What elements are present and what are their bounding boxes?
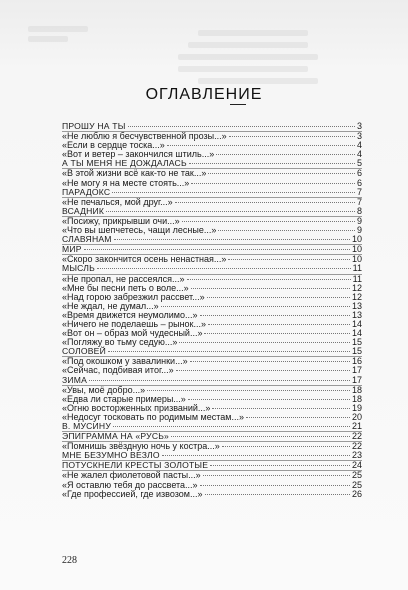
page-title: ОГЛАВЛЕНИЕ — [145, 86, 263, 103]
toc-page-number: 23 — [351, 450, 362, 461]
dot-leader — [128, 125, 355, 127]
dot-leader — [171, 435, 350, 437]
toc-poem-title: «Помнишь звёздную ночь у костра...» — [62, 441, 220, 452]
toc-poem-title: «Под окошком у завалинки...» — [62, 356, 188, 367]
toc-page-number: 8 — [356, 205, 362, 216]
toc-poem-title: «Скоро закончится осень ненастная...» — [62, 254, 227, 265]
toc-page-number: 24 — [351, 460, 362, 471]
toc-section-title: ВСАДНИК — [62, 205, 105, 216]
toc-page-number: 15 — [351, 337, 362, 348]
toc-poem-title: «Ничего не поделаешь – рынок...» — [62, 318, 207, 329]
dot-leader — [84, 248, 350, 250]
toc-poem-title: «Увы, моё добро...» — [62, 384, 146, 395]
dot-leader — [212, 407, 350, 409]
toc-section-title: В. МУСИНУ — [62, 421, 111, 431]
toc-section-title: ПРОШУ НА ТЫ — [62, 121, 126, 131]
toc-page-number: 17 — [351, 365, 362, 376]
toc-page-number: 9 — [356, 215, 362, 226]
dot-leader — [210, 464, 350, 466]
toc-page-number: 22 — [351, 441, 362, 452]
toc-section-title: СЛАВЯНАМ — [62, 234, 112, 245]
toc-entry — [62, 255, 362, 264]
toc-page-number: 20 — [351, 411, 362, 422]
toc-section-title: СОЛОВЕЙ — [62, 346, 106, 357]
toc-section-title: МНЕ БЕЗУМНО ВЕЗЛО — [62, 450, 160, 461]
toc-page-number: 13 — [351, 300, 362, 311]
toc-page-number: 11 — [352, 273, 362, 284]
dot-leader — [191, 182, 355, 184]
toc-poem-title: «Недосуг тосковать по родимым местам...» — [62, 411, 244, 422]
toc-section-title: МИР — [62, 244, 82, 255]
dot-leader — [188, 398, 350, 400]
dot-leader — [97, 267, 351, 269]
toc-poem-title: «Не могу я на месте стоять...» — [62, 177, 190, 188]
dot-leader — [108, 350, 350, 352]
toc-poem-title: «Не люблю я бесчувственной прозы...» — [62, 131, 227, 142]
dot-leader — [113, 425, 350, 427]
toc-section-title: ПАРАДОКС — [62, 186, 111, 197]
toc-section-title: ЗИМА — [62, 374, 88, 385]
dot-leader — [112, 191, 355, 193]
dot-leader — [207, 296, 350, 298]
dot-leader — [189, 162, 355, 164]
toc-poem-title: «В этой жизни всё как-то не так...» — [62, 168, 207, 179]
toc-poem-title: «Посижу, прикрывши очи...» — [62, 215, 180, 226]
dot-leader — [175, 201, 355, 203]
toc-page-number: 3 — [356, 131, 362, 142]
toc-page-number: 4 — [356, 140, 362, 151]
dot-leader — [204, 332, 350, 334]
page-number: 228 — [62, 555, 77, 566]
title-underline — [230, 104, 246, 105]
toc-poem-title: «Не пропал, не рассеялся...» — [62, 273, 185, 284]
toc-page-number: 4 — [356, 149, 362, 160]
toc-poem-title: «Не печалься, мой друг...» — [62, 196, 173, 207]
dot-leader — [167, 144, 355, 146]
dot-leader — [218, 229, 355, 231]
toc-page-number: 11 — [352, 263, 362, 274]
toc-poem-title: «Где профессией, где извозом...» — [62, 488, 203, 499]
toc-entry — [62, 490, 362, 499]
dot-leader — [89, 379, 350, 381]
toc-entry — [62, 264, 362, 274]
toc-page-number: 16 — [351, 356, 362, 367]
table-of-contents — [62, 122, 362, 499]
dot-leader — [182, 220, 355, 222]
toc-section-title: ЭПИГРАММА НА «РУСЬ» — [62, 431, 170, 442]
dot-leader — [200, 314, 350, 316]
dot-leader — [222, 445, 350, 447]
dot-leader — [190, 360, 350, 362]
dot-leader — [208, 172, 355, 174]
toc-poem-title: «Вот и ветер – закончился штиль...» — [62, 149, 215, 160]
toc-poem-title: «Над горою забрезжил рассвет...» — [62, 291, 205, 302]
toc-page-number: 25 — [351, 479, 362, 490]
toc-page-number: 10 — [351, 254, 362, 265]
toc-page-number: 6 — [356, 177, 362, 188]
toc-page-number: 18 — [351, 384, 362, 395]
dot-leader — [246, 416, 350, 418]
toc-poem-title: «Мне бы песни петь о воле...» — [62, 282, 189, 293]
toc-page-number: 12 — [351, 291, 362, 302]
dot-leader — [208, 323, 350, 325]
dot-leader — [114, 238, 350, 240]
toc-page-number: 9 — [356, 225, 362, 236]
toc-poem-title: «Сейчас, подбивая итог...» — [62, 365, 174, 376]
toc-poem-title: «Время движется неумолимо...» — [62, 309, 198, 320]
toc-page-number: 22 — [351, 431, 362, 442]
toc-poem-title: «Я оставлю тебя до рассвета...» — [62, 479, 198, 490]
toc-page-number: 25 — [351, 470, 362, 481]
toc-section-title: ПОТУСКНЕЛИ КРЕСТЫ ЗОЛОТЫЕ — [62, 460, 209, 471]
dot-leader — [203, 474, 350, 476]
toc-page-number: 10 — [351, 234, 362, 245]
toc-page-number: 18 — [351, 393, 362, 404]
dot-leader — [200, 484, 350, 486]
toc-poem-title: «Погляжу во тьму седую...» — [62, 337, 178, 348]
toc-page-number: 10 — [351, 244, 362, 255]
toc-section-title: МЫСЛЬ — [62, 263, 95, 274]
toc-page-number: 15 — [351, 346, 362, 357]
dot-leader — [162, 454, 350, 456]
toc-page-number: 14 — [351, 318, 362, 329]
dot-leader — [179, 341, 350, 343]
toc-entry — [62, 198, 362, 207]
toc-page-number: 3 — [356, 121, 362, 131]
dot-leader — [191, 287, 350, 289]
dot-leader — [205, 493, 350, 495]
toc-page-number: 17 — [351, 374, 362, 385]
toc-page-number: 14 — [351, 328, 362, 339]
dot-leader — [216, 153, 355, 155]
toc-page-number: 6 — [356, 168, 362, 179]
dot-leader — [228, 258, 350, 260]
dot-leader — [106, 210, 355, 212]
toc-section-title: А ТЫ МЕНЯ НЕ ДОЖДАЛАСЬ — [62, 158, 187, 169]
toc-poem-title: «Не ждал, не думал...» — [62, 300, 159, 311]
toc-entry — [62, 366, 362, 375]
dot-leader — [147, 389, 350, 391]
toc-poem-title: «Если в сердце тоска...» — [62, 140, 165, 151]
toc-page-number: 19 — [351, 402, 362, 413]
toc-page-number: 7 — [356, 196, 362, 207]
toc-poem-title: «Огню восторженных призваний...» — [62, 402, 211, 413]
toc-entry — [62, 338, 362, 347]
toc-poem-title: «Что вы шепчетесь, чащи лесные...» — [62, 225, 217, 236]
toc-page-number: 12 — [351, 282, 362, 293]
dot-leader — [161, 305, 350, 307]
toc-poem-title: «Вот он – образ мой чудесный...» — [62, 328, 203, 339]
dot-leader — [176, 369, 350, 371]
toc-poem-title: «Не жалел фиолетовой пасты...» — [62, 470, 201, 481]
toc-poem-title: «Едва ли старые примеры...» — [62, 393, 186, 404]
toc-page-number: 26 — [351, 488, 362, 499]
dot-leader — [187, 278, 351, 280]
dot-leader — [229, 135, 355, 137]
toc-page-number: 7 — [356, 186, 362, 197]
toc-page-number: 21 — [351, 421, 362, 431]
toc-entry — [62, 235, 362, 245]
toc-page-number: 5 — [356, 158, 362, 169]
toc-page-number: 13 — [351, 309, 362, 320]
